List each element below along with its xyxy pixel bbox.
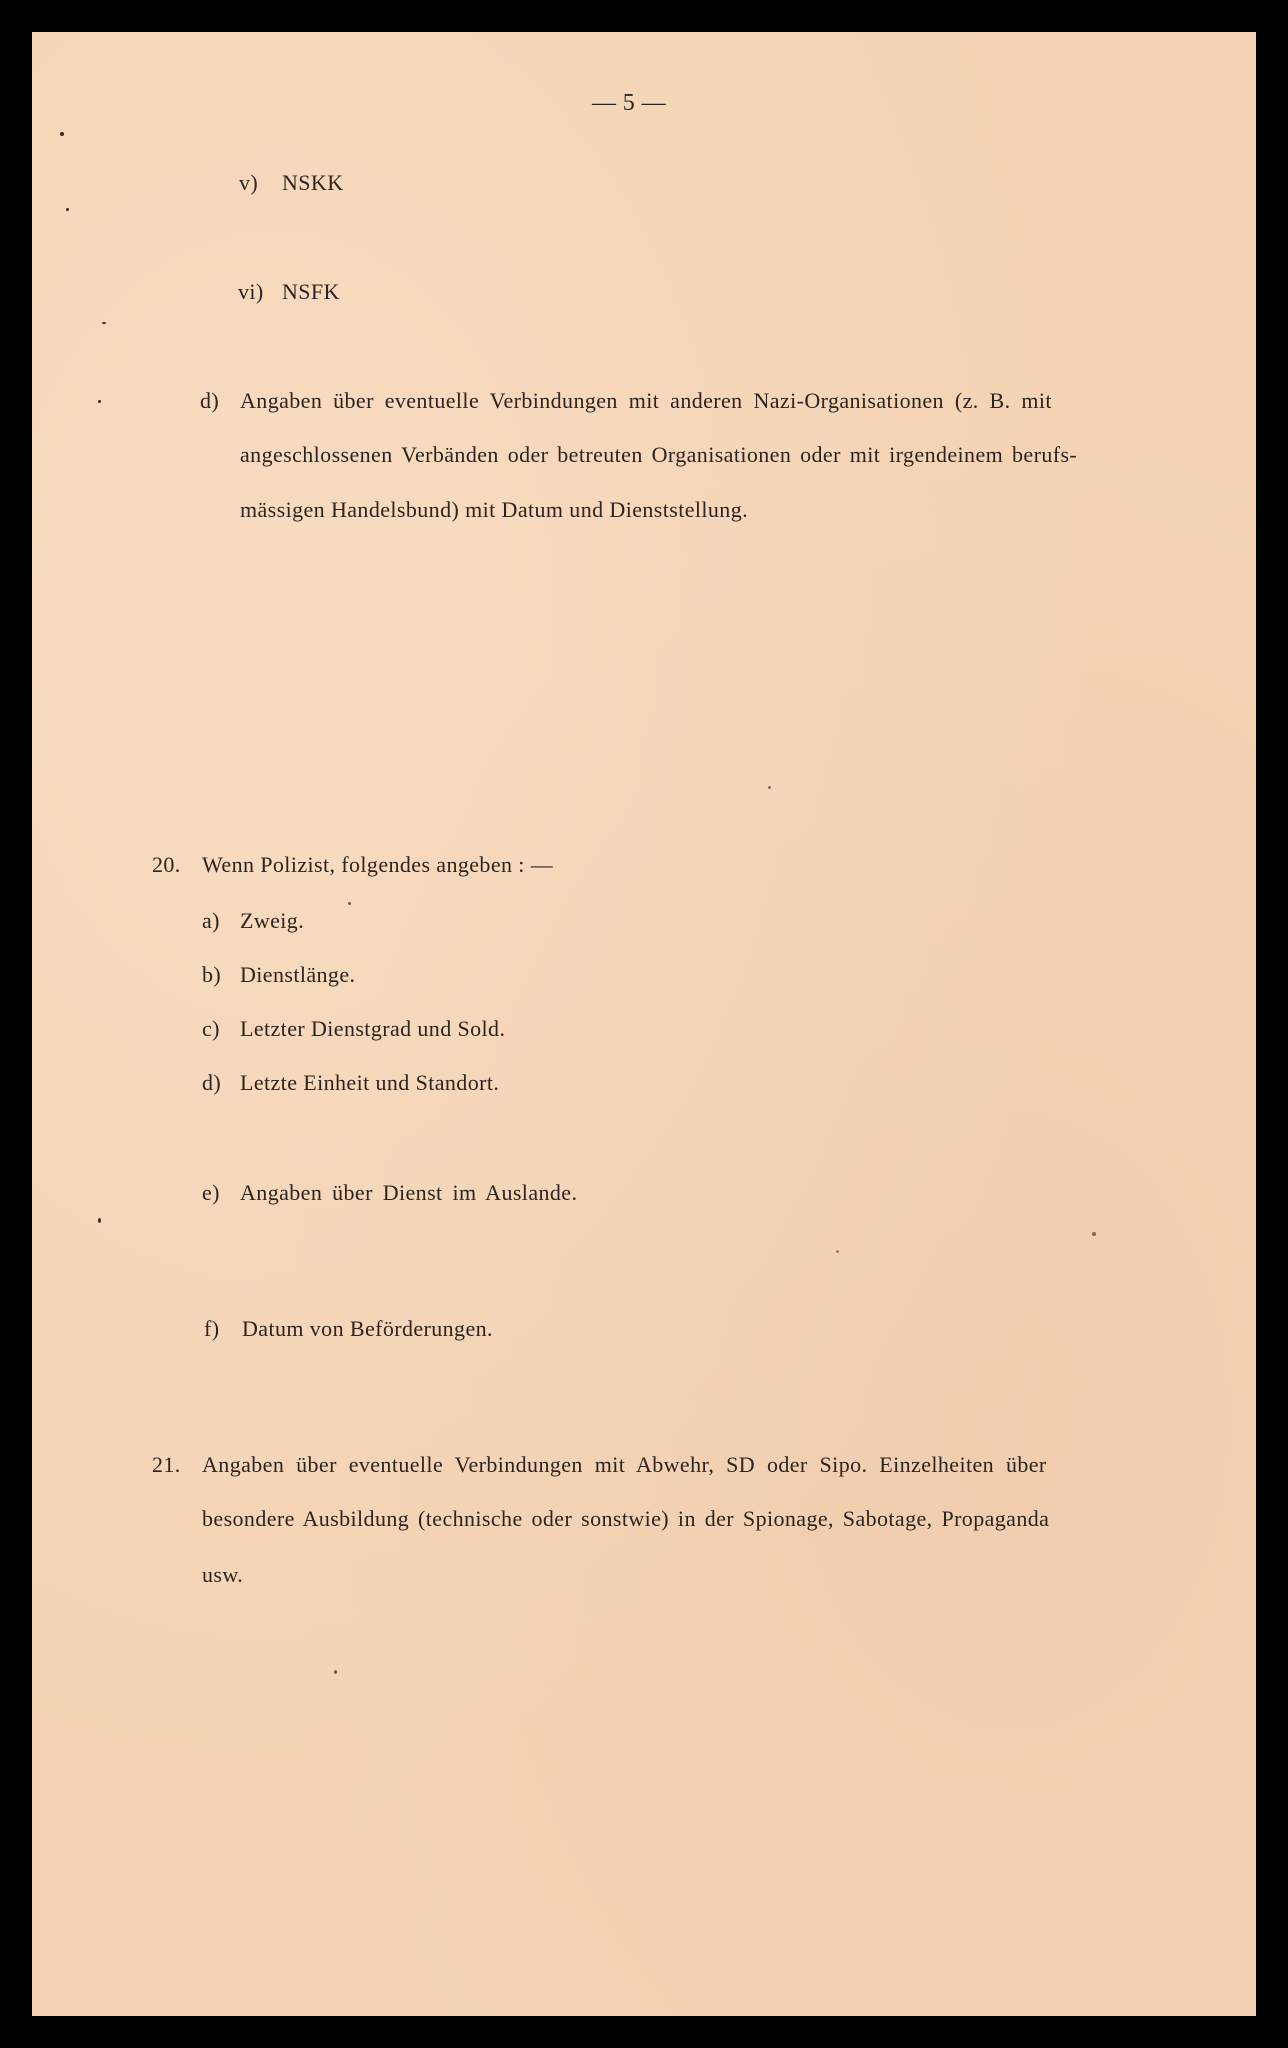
- section-20-item-e-label: e): [202, 1180, 220, 1205]
- section-20-item-d-text: Letzte Einheit und Standort.: [240, 1070, 500, 1095]
- section-20-number: 20.: [152, 852, 181, 877]
- item-v-text: NSKK: [282, 170, 344, 195]
- page-number: — 5 —: [592, 90, 666, 116]
- item-d-label: d): [200, 388, 220, 413]
- section-20-item-c-label: c): [202, 1016, 220, 1041]
- section-20-item-c-text: Letzter Dienstgrad und Sold.: [240, 1016, 506, 1041]
- paper-speck: [1092, 1232, 1096, 1236]
- item-d-line-3: mässigen Handelsbund) mit Datum und Dienststellung.: [240, 497, 749, 522]
- paper-speck: [348, 902, 351, 905]
- paper-speck: [66, 208, 69, 211]
- section-20-item-a-text: Zweig.: [240, 908, 305, 933]
- paper-speck: [102, 322, 106, 324]
- paper-speck: [60, 132, 64, 136]
- section-20-item-a-label: a): [202, 908, 220, 933]
- section-20-item-b-text: Dienstlänge.: [240, 962, 356, 987]
- item-vi-text: NSFK: [282, 279, 340, 304]
- item-d-line-2: angeschlossenen Verbänden oder betreuten Organisationen oder mit irgendeinem berufs-: [240, 442, 1078, 467]
- section-21-line-3: usw.: [202, 1562, 244, 1587]
- section-20-item-e-text: Angaben über Dienst im Auslande.: [240, 1180, 578, 1205]
- section-20-item-b-label: b): [202, 962, 222, 987]
- section-21-number: 21.: [152, 1452, 181, 1477]
- section-20-item-d-label: d): [202, 1070, 222, 1095]
- section-20-heading: Wenn Polizist, folgendes angeben : —: [202, 852, 554, 877]
- paper-speck: [334, 1670, 337, 1674]
- section-21-line-1: Angaben über eventuelle Verbindungen mit Abwehr, SD oder Sipo. Einzelheiten über: [202, 1452, 1047, 1477]
- paper-speck: [98, 400, 101, 403]
- section-20-item-f-text: Datum von Beförderungen.: [242, 1316, 493, 1341]
- item-vi-label: vi): [238, 279, 264, 304]
- item-v-label: v): [239, 170, 259, 195]
- paper-speck: [98, 1218, 101, 1223]
- section-20-item-f-label: f): [204, 1316, 220, 1341]
- section-21-line-2: besondere Ausbildung (technische oder sonstwie) in der Spionage, Sabotage, Propaganda: [202, 1506, 1050, 1531]
- item-d-line-1: Angaben über eventuelle Verbindungen mit anderen Nazi-Organisationen (z. B. mit: [240, 388, 1052, 413]
- paper-speck: [836, 1250, 839, 1253]
- paper-speck: [768, 786, 771, 789]
- document-page: [32, 32, 1256, 2016]
